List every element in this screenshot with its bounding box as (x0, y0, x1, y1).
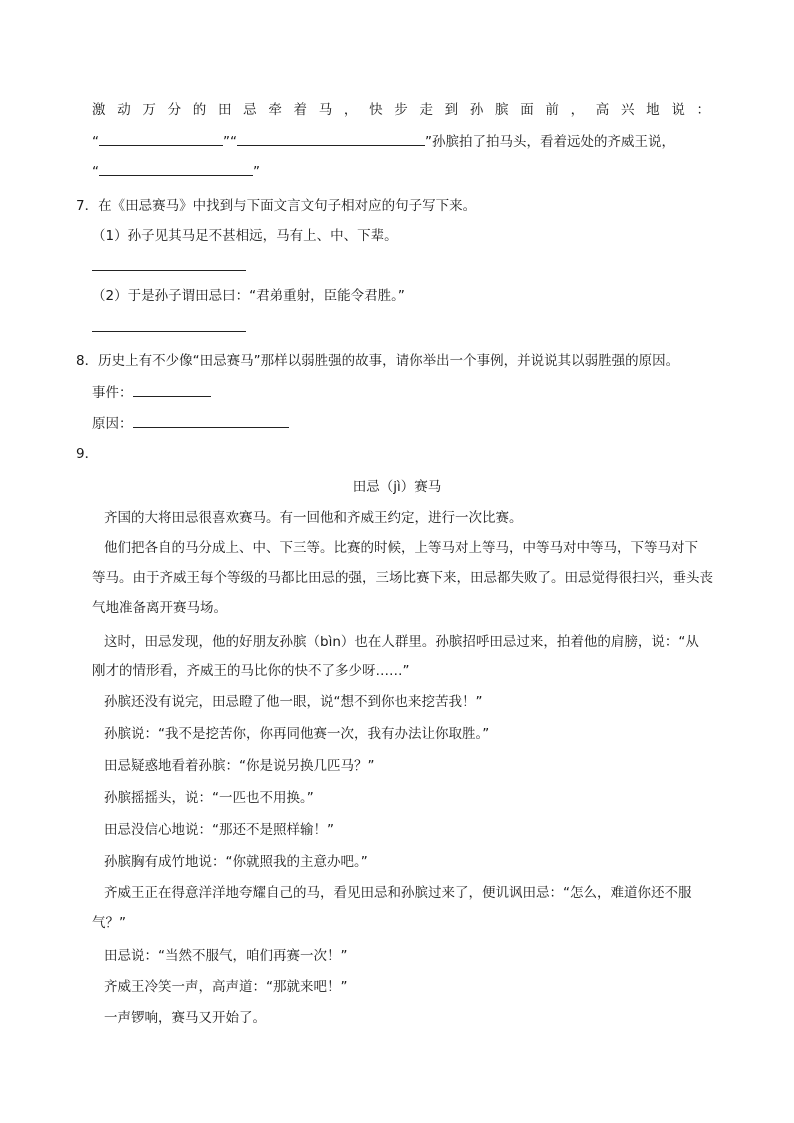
intro-char: 面 (520, 102, 534, 118)
intro-char: 前 (545, 102, 559, 118)
passage-line: 田忌疑惑地看着孙膑：“你是说另换几匹马？” (104, 758, 375, 774)
intro-char: 到 (444, 102, 459, 118)
intro-char: 着 (293, 102, 307, 118)
intro-char: ： (696, 102, 710, 118)
question-8-reason (92, 413, 289, 434)
reason-blank[interactable] (133, 413, 289, 428)
passage-line: 孙膑还没有说完，田忌瞪了他一眼，说“想不到你也来挖苦我！” (104, 694, 483, 710)
intro-char: 激 (92, 102, 106, 118)
passage-line: 刚才的情形看，齐威王的马比你的快不了多少呀……” (92, 663, 410, 679)
passage-title: 田忌（jì）赛马 (352, 479, 442, 495)
passage-line: 齐威王正在得意洋洋地夸耀自己的马，看见田忌和孙膑过来了，便讥讽田忌：“怎么，难道你还不服 (104, 885, 692, 901)
intro-char: 分 (167, 102, 182, 118)
intro-char: 的 (192, 102, 207, 118)
passage-line: 气？” (92, 915, 126, 931)
intro-char: 忌 (243, 102, 257, 118)
intro-char: ， (343, 102, 358, 118)
passage-line: 等马。由于齐威王每个等级的马都比田忌的强，三场比赛下来，田忌都失败了。田忌觉得很扫兴，垂头丧 (92, 570, 713, 586)
question-7-answer-line-2[interactable] (92, 317, 246, 338)
answer-blank-2[interactable] (237, 131, 425, 146)
intro-char: 地 (646, 102, 660, 118)
answer-blank-1[interactable] (99, 131, 223, 146)
passage-line: 这时，田忌发现，他的好朋友孙膑（bìn）也在人群里。孙膑招呼田忌过来，拍着他的肩膀，说：“从 (104, 634, 699, 650)
intro-char: 牵 (268, 102, 282, 118)
intro-char: 万 (142, 102, 156, 118)
intro-char: 说 (671, 102, 685, 118)
intro-char: 动 (117, 102, 131, 118)
passage-line: 他们把各自的马分成上、中、下三等。比赛的时候，上等马对上等马，中等马对中等马，下等马对下 (104, 540, 698, 556)
intro-char: ， (570, 102, 585, 118)
mid-quotes: ”“ (223, 134, 237, 150)
intro-blank-line-3 (92, 161, 260, 182)
open-quote: “ (92, 134, 99, 150)
open-quote: “ (92, 164, 99, 180)
intro-char: 兴 (620, 102, 635, 118)
passage-line: 田忌说：“当然不服气，咱们再赛一次！” (104, 948, 348, 964)
event-blank[interactable] (133, 382, 211, 397)
intro-line-justified (92, 100, 710, 120)
intro-char: 孙 (469, 102, 484, 118)
passage-line: 齐威王冷笑一声，高声道：“那就来吧！” (104, 979, 348, 995)
passage-line: 田忌没信心地说：“那还不是照样输！” (104, 822, 334, 838)
question-9-number: 9． (76, 446, 99, 462)
question-7-item-1: （1）孙子见其马足不甚相远，马有上、中、下辈。 (92, 228, 398, 244)
passage-line: 气地准备离开赛马场。 (92, 600, 227, 616)
intro-char: 马 (318, 102, 333, 118)
intro-blanks-line (92, 131, 675, 152)
question-7-stem: 7．在《田忌赛马》中找到与下面文言文句子相对应的句子写下来。 (76, 198, 477, 214)
question-7-answer-line-1[interactable] (92, 256, 246, 277)
answer-blank-3[interactable] (99, 161, 253, 176)
intro-char: 快 (369, 102, 383, 118)
intro-char: 田 (217, 102, 232, 118)
reason-label: 原因： (92, 416, 133, 432)
passage-line: 孙膑摇摇头，说：“一匹也不用换。” (104, 790, 314, 806)
event-label: 事件： (92, 385, 133, 401)
intro-char: 高 (595, 102, 610, 118)
question-7-item-2: （2）于是孙子谓田忌曰：“君弟重射，臣能令君胜。” (92, 288, 405, 304)
passage-line: 孙膑胸有成竹地说：“你就照我的主意办吧。” (104, 854, 368, 870)
intro-char: 走 (419, 102, 433, 118)
intro-char: 膑 (495, 102, 509, 118)
intro-char: 步 (394, 102, 408, 118)
question-8-event (92, 382, 211, 403)
passage-line: 一声锣响，赛马又开始了。 (104, 1010, 266, 1026)
passage-line: 齐国的大将田忌很喜欢赛马。有一回他和齐威王约定，进行一次比赛。 (104, 510, 523, 526)
question-8-stem: 8．历史上有不少像“田忌赛马”那样以弱胜强的故事，请你举出一个事例，并说说其以弱胜强的原因。 (76, 353, 680, 369)
passage-line: 孙膑说：“我不是挖苦你，你再同他赛一次，我有办法让你取胜。” (104, 726, 490, 742)
close-quote: ” (253, 164, 260, 180)
intro-tail-text: ”孙膑拍了拍马头，看着远处的齐威王说， (425, 134, 675, 150)
